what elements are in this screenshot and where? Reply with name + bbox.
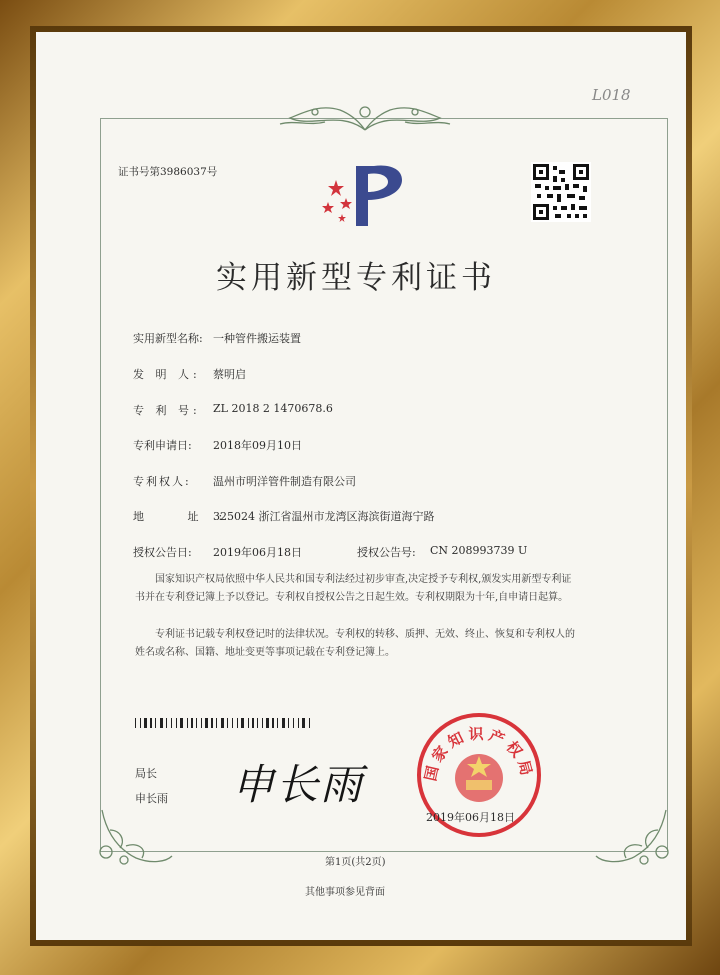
address-label: 地 址: xyxy=(133,510,243,523)
footer-note: 其他事项参见背面 xyxy=(305,887,385,898)
certificate-number: 证书号第3986037号 xyxy=(118,166,218,178)
utility-model-name-value: 一种管件搬运装置 xyxy=(213,332,301,345)
director-name: 申长雨 xyxy=(135,792,168,805)
patent-holder-value: 温州市明洋管件制造有限公司 xyxy=(213,475,356,488)
page-number: 第1页(共2页) xyxy=(325,857,386,868)
inventor-value: 蔡明启 xyxy=(213,368,246,381)
barcode-icon xyxy=(135,718,313,728)
bottom-left-ornament-icon xyxy=(96,800,176,870)
patent-office-logo-icon xyxy=(316,160,408,230)
top-ornament-icon xyxy=(270,100,460,138)
inventor-label: 发 明 人: xyxy=(133,368,201,381)
handwritten-note: L018 xyxy=(592,86,631,104)
patent-holder-label: 专利权人: xyxy=(133,475,191,488)
application-date-label: 专利申请日: xyxy=(133,439,192,452)
seal-date: 2019年06月18日 xyxy=(426,811,515,824)
patent-number-value: ZL 2018 2 1470678.6 xyxy=(213,402,333,415)
grant-number-label: 授权公告号: xyxy=(357,546,416,559)
seal-text: 国家知识产权局 xyxy=(421,724,537,783)
certificate-paragraph-2: 专利证书记载专利权登记时的法律状况。专利权的转移、质押、无效、终止、恢复和专利权人的姓名或名称、国籍、地址变更等事项记载在专利登记簿上。 xyxy=(135,629,575,658)
certificate-paragraph-1: 国家知识产权局依照中华人民共和国专利法经过初步审查,决定授予专利权,颁发实用新型专利证书并在专利登记簿上予以登记。专利权自授权公告之日起生效。专利权期限为十年,自申请日起算。 xyxy=(135,574,572,603)
utility-model-name-label: 实用新型名称: xyxy=(133,332,203,345)
director-signature: 申长雨 xyxy=(232,760,365,809)
grant-date-label: 授权公告日: xyxy=(133,546,192,559)
patent-number-label: 专 利 号: xyxy=(133,404,201,417)
grant-number-value: CN 208993739 U xyxy=(430,544,528,557)
certificate-title: 实用新型专利证书 xyxy=(216,260,496,296)
grant-date-value: 2019年06月18日 xyxy=(213,546,302,559)
address-value: 325024 浙江省温州市龙湾区海滨街道海宁路 xyxy=(213,510,435,523)
director-title: 局长 xyxy=(135,767,157,780)
application-date-value: 2018年09月10日 xyxy=(213,439,302,452)
bottom-right-ornament-icon xyxy=(592,800,672,870)
qr-code-icon xyxy=(531,162,591,222)
